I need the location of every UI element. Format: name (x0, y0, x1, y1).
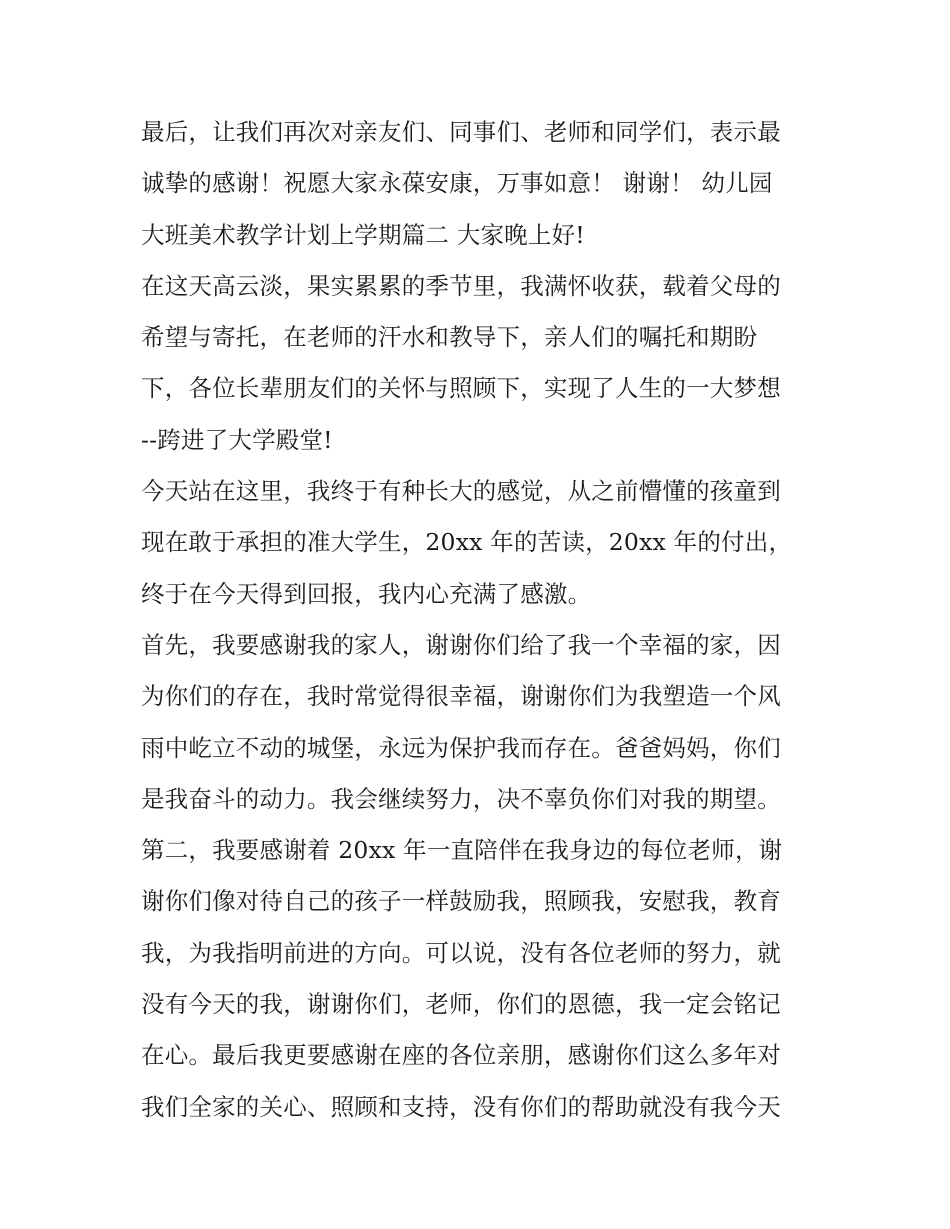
text-line: 雨中屹立不动的城堡，永远为保护我而存在。爸爸妈妈，你们 (141, 733, 781, 762)
text-line: 第二，我要感谢着 20xx 年一直陪伴在我身边的每位老师，谢 (141, 836, 783, 865)
text-line: 首先，我要感谢我的家人，谢谢你们给了我一个幸福的家，因 (141, 630, 781, 659)
text-line: 是我奋斗的动力。我会继续努力，决不辜负你们对我的期望。 (141, 784, 781, 813)
text-line: 我，为我指明前进的方向。可以说，没有各位老师的努力，就 (141, 938, 781, 967)
text-line: 今天站在这里，我终于有种长大的感觉，从之前懵懂的孩童到 (141, 477, 781, 506)
document-body (141, 107, 816, 1133)
text-line: 诚挚的感谢！祝愿大家永葆安康，万事如意！ 谢谢！ 幼儿园 (141, 169, 773, 198)
text-line: --跨进了大学殿堂! (141, 425, 333, 454)
text-line: 没有今天的我，谢谢你们，老师，你们的恩德，我一定会铭记 (141, 990, 781, 1019)
text-line: 最后，让我们再次对亲友们、同事们、老师和同学们，表示最 (141, 118, 781, 146)
text-line: 我们全家的关心、照顾和支持，没有你们的帮助就没有我今天 (141, 1092, 781, 1121)
text-line: 在心。最后我更要感谢在座的各位亲朋，感谢你们这么多年对 (141, 1041, 781, 1070)
text-line: 下，各位长辈朋友们的关怀与照顾下，实现了人生的一大梦想 (141, 374, 781, 403)
text-line: 谢你们像对待自己的孩子一样鼓励我，照顾我，安慰我，教育 (141, 887, 781, 916)
text-line: 为你们的存在，我时常觉得很幸福，谢谢你们为我塑造一个风 (141, 682, 781, 711)
text-line: 在这天高云淡，果实累累的季节里，我满怀收获，载着父母的 (141, 271, 781, 300)
text-line: 现在敢于承担的准大学生，20xx 年的苦读，20xx 年的付出， (141, 528, 793, 557)
text-line: 终于在今天得到回报，我内心充满了感激。 (141, 579, 592, 608)
text-line: 希望与寄托，在老师的汗水和教导下，亲人们的嘱托和期盼 (141, 323, 758, 352)
text-line: 大班美术教学计划上学期篇二 大家晚上好! (141, 220, 585, 249)
